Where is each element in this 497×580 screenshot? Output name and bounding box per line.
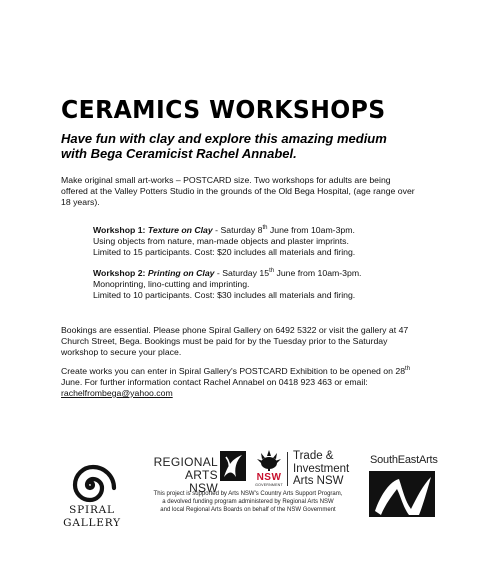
workshop-1-date-sup: th [262, 225, 268, 232]
workshop-2-heading [93, 268, 433, 279]
workshop-1 [93, 225, 433, 258]
support-line-1: This project is supported by Arts NSW's Country Arts Support Program, [153, 491, 343, 497]
intro-paragraph [61, 175, 441, 208]
exhibition-date-sup: th [405, 366, 411, 373]
workshop-1-line-3: Limited to 15 participants. Cost: $20 includes all materials and firing. [93, 247, 356, 257]
regional-arts-line-2: NSW [189, 481, 218, 495]
logo-divider [287, 452, 288, 486]
workshop-1-name: Texture on Clay [147, 225, 213, 235]
trade-line-3: Arts NSW [293, 475, 344, 487]
subtitle-line-2: with Bega Ceramicist Rachel Annabel. [61, 146, 297, 161]
workshop-2-label: Workshop 2: [93, 268, 146, 278]
trade-line-2: Investment [293, 462, 350, 475]
southeast-arts-logo-icon [369, 471, 435, 517]
workshop-1-heading [93, 225, 433, 236]
regional-arts-mark-icon [220, 451, 246, 481]
email-link[interactable]: rachelfrombega@yahoo.com [61, 388, 173, 398]
intro-line-1: Make original small art-works – POSTCARD size. Two workshops for adults are being [61, 175, 391, 185]
workshop-2-date-pre: - Saturday 15 [214, 268, 270, 278]
workshop-2-line-3: Limited to 10 participants. Cost: $30 includes all materials and firing. [93, 290, 356, 300]
trade-investment-logo [293, 450, 373, 488]
workshop-1-date-pre: - Saturday 8 [212, 225, 263, 235]
regional-arts-line-1: REGIONAL ARTS [153, 455, 218, 482]
workshop-1-line-2: Using objects from nature, man-made objects and plaster imprints. [93, 236, 349, 246]
intro-line-2: offered at the Valley Potters Studio in the grounds of the Old Bega Hospital, (age range over [61, 186, 415, 196]
workshop-2 [93, 268, 433, 301]
workshop-1-label: Workshop 1: [93, 225, 146, 235]
spiral-gallery-name-line-2: GALLERY [63, 517, 121, 529]
workshop-2-name: Printing on Clay [147, 268, 215, 278]
subtitle-line-1: Have fun with clay and explore this amazing medium [61, 131, 387, 146]
exhibition-line-1-text: Create works you can enter in Spiral Gallery's POSTCARD Exhibition to be opened on 28 [61, 366, 406, 376]
trade-line-1: Trade & [293, 450, 334, 462]
workshop-2-date-sup: th [269, 268, 275, 275]
intro-line-3: 18 years). [61, 197, 100, 207]
support-line-3: and local Regional Arts Boards on behalf of the NSW Government [160, 507, 336, 513]
exhibition-line-1 [61, 366, 441, 377]
exhibition-line-2: June. For further information contact Rachel Annabel on 0418 923 463 or email: [61, 377, 368, 387]
subtitle [61, 131, 441, 161]
workshop-2-line-2: Monoprinting, lino-cutting and imprinting. [93, 279, 250, 289]
workshop-1-date-post: June from 10am-3pm. [267, 225, 355, 235]
page-title: CERAMICS WORKSHOPS [61, 95, 386, 125]
exhibition-paragraph [61, 366, 441, 399]
southeast-arts-label: SouthEastArts [370, 454, 438, 466]
nsw-label: NSW [256, 472, 282, 483]
support-statement [128, 490, 368, 514]
bookings-line-2: Church Street, Bega. Bookings must be paid for by the Tuesday prior to the Saturday [61, 336, 388, 346]
bookings-line-1: Bookings are essential. Please phone Spiral Gallery on 6492 5322 or visit the gallery at 47 [61, 325, 409, 335]
nsw-government-label: GOVERNMENT [255, 483, 283, 487]
bookings-paragraph [61, 325, 441, 358]
support-line-2: a devolved funding program administered by Regional Arts NSW [162, 499, 334, 505]
spiral-gallery-name-line-1: SPIRAL [69, 504, 115, 516]
workshop-2-date-post: June from 10am-3pm. [274, 268, 362, 278]
bookings-line-3: workshop to secure your place. [61, 347, 182, 357]
